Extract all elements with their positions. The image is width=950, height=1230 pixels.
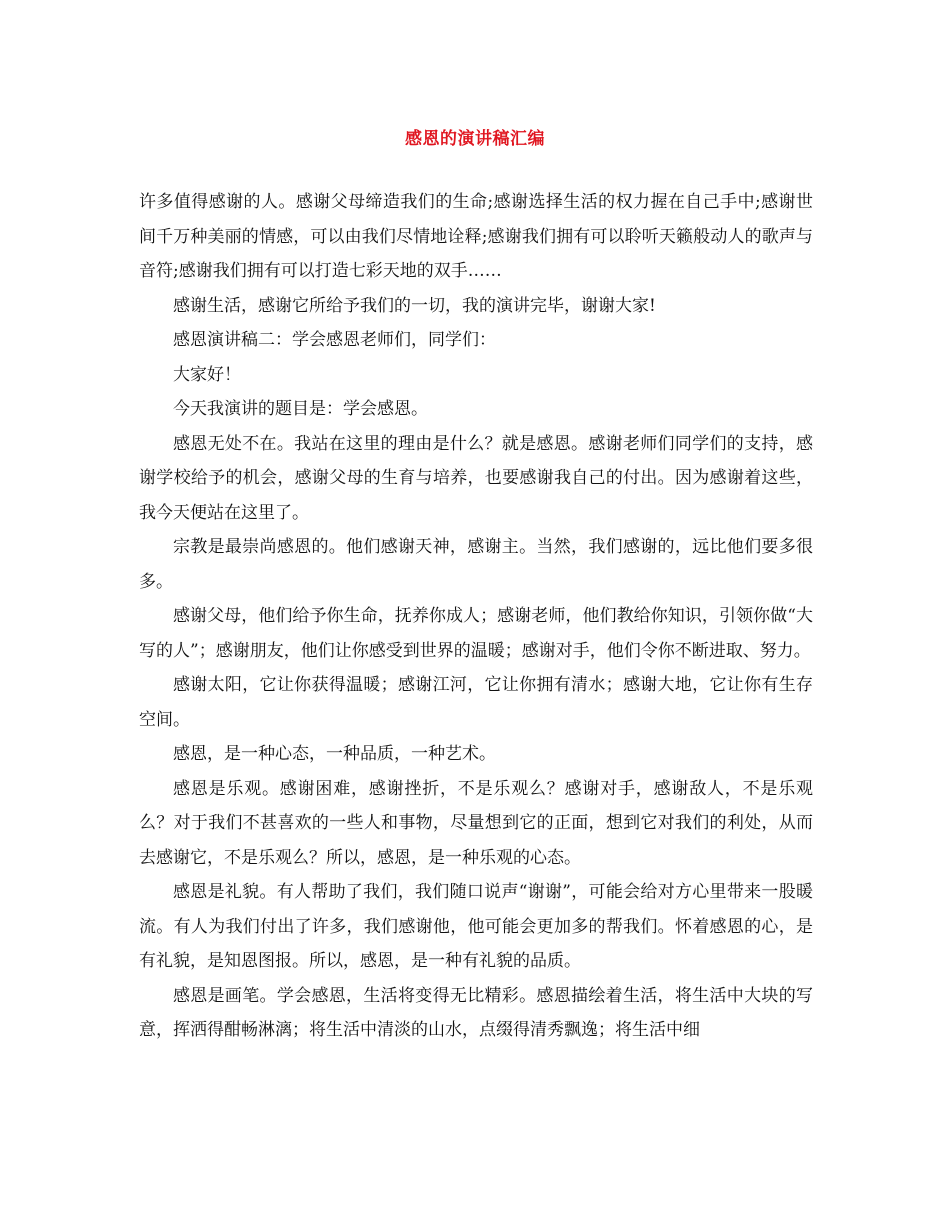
- paragraph-5: 今天我演讲的题目是：学会感恩。: [173, 399, 428, 419]
- document-body: [139, 185, 813, 1048]
- document-title: 感恩的演讲稿汇编: [405, 129, 545, 149]
- paragraph-6: 感恩无处不在。我站在这里的理由是什么？就是感恩。感谢老师们同学们的支持，感谢学校给予的机会，感谢父母的生育与培养，也要感谢我自己的付出。因为感谢着这些，我今天便站在这里了。: [139, 433, 813, 523]
- paragraph-9: 感谢太阳，它让你获得温暖；感谢江河，它让你拥有清水；感谢大地，它让你有生存空间。: [139, 675, 813, 730]
- paragraph-7: 宗教是最崇尚感恩的。他们感谢天神，感谢主。当然，我们感谢的，远比他们要多很多。: [139, 537, 813, 592]
- paragraph-12: 感恩是礼貌。有人帮助了我们，我们随口说声“谢谢”，可能会给对方心里带来一股暖流。有人为我们付出了许多，我们感谢他，他可能会更加多的帮我们。怀着感恩的心，是有礼貌，是知恩图报。所以，感恩，是一种有礼貌的品质。: [139, 882, 813, 971]
- paragraph-11: 感恩是乐观。感谢困难，感谢挫折，不是乐观么？感谢对手，感谢敌人，不是乐观么？对于我们不甚喜欢的一些人和事物，尽量想到它的正面，想到它对我们的利处，从而去感谢它，不是乐观么？所以，感恩，是一种乐观的心态。: [139, 778, 813, 868]
- paragraph-4: 大家好！: [173, 364, 241, 385]
- paragraph-8: 感谢父母，他们给予你生命，抚养你成人；感谢老师，他们教给你知识，引领你做“大写的人”；感谢朋友，他们让你感受到世界的温暖；感谢对手，他们令你不断进取、努力。: [139, 606, 813, 661]
- paragraph-2: 感谢生活，感谢它所给予我们的一切，我的演讲完毕，谢谢大家!: [173, 295, 656, 316]
- paragraph-3: 感恩演讲稿二：学会感恩老师们，同学们：: [173, 330, 496, 350]
- paragraph-13: 感恩是画笔。学会感恩，生活将变得无比精彩。感恩描绘着生活，将生活中大块的写意，挥洒得酣畅淋漓；将生活中清淡的山水，点缀得清秀飘逸；将生活中细: [139, 985, 813, 1040]
- paragraph-1: 许多值得感谢的人。感谢父母缔造我们的生命;感谢选择生活的权力握在自己手中;感谢世间千万种美丽的情感，可以由我们尽情地诠释;感谢我们拥有可以聆听天籁般动人的歌声与音符;感谢我们拥有可以打造七彩天地的双手……: [139, 192, 813, 281]
- paragraph-10: 感恩，是一种心态，一种品质，一种艺术。: [173, 744, 496, 764]
